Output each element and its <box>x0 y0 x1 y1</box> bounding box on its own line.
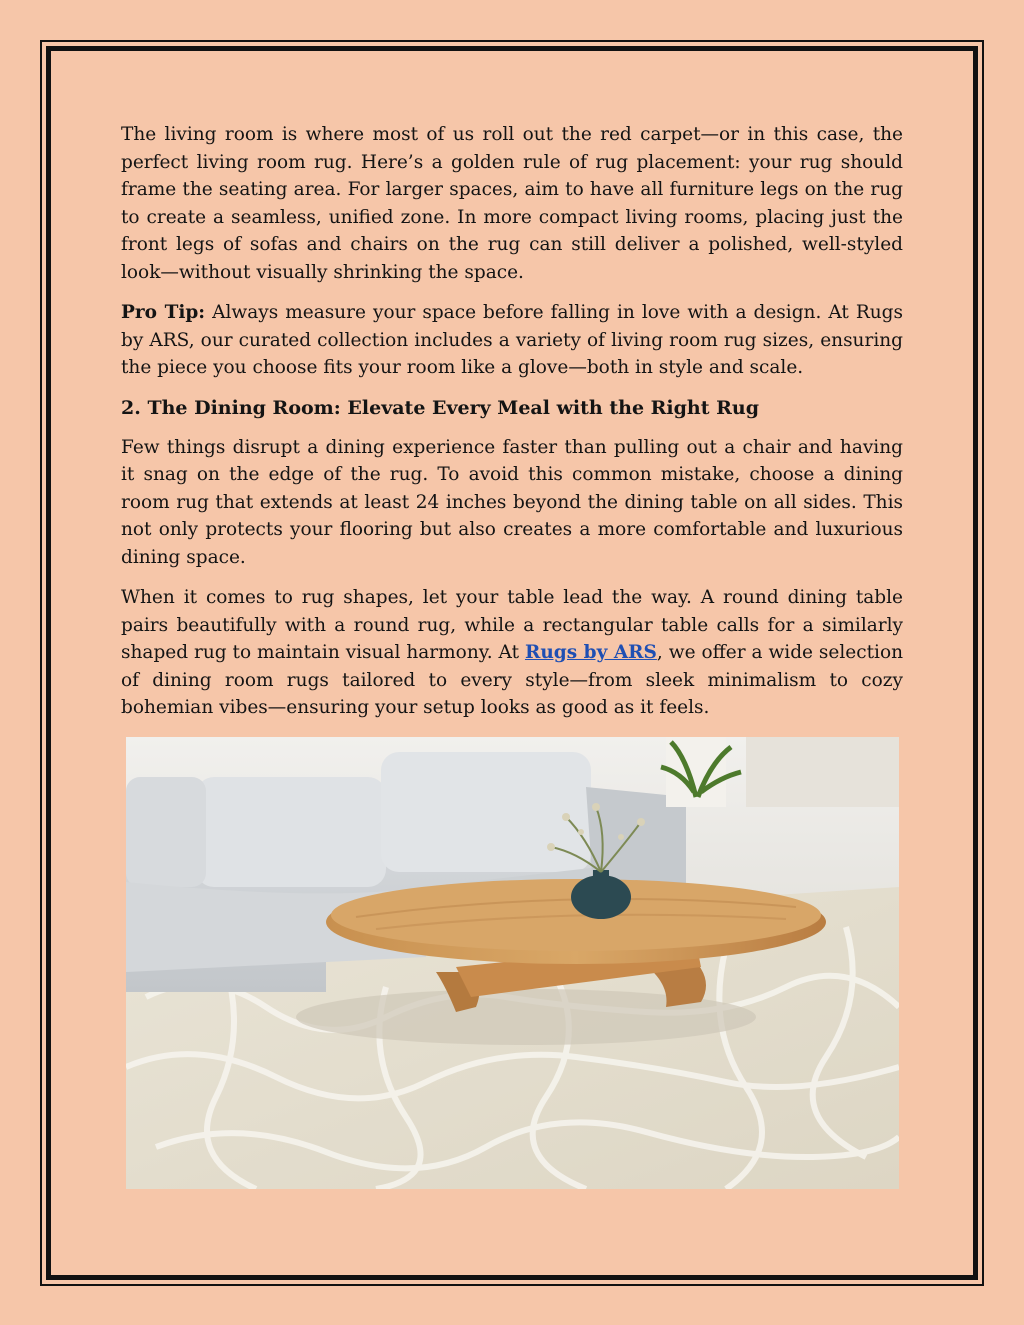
pro-tip-text: Always measure your space before falling in love with a design. At Rugs by ARS, our curated collection includes a variety of living room rug sizes, ensuring the piece you choose fits your room like a glove—both in style and scale. <box>121 302 904 378</box>
article-body <box>121 121 903 735</box>
rug-shapes-text-before: When it comes to rug shapes, let your table lead the way. A round dining table pairs beautifully with a round rug, while a rectangular table calls for a similarly shaped rug to maintain visual harmony. At <box>121 587 903 663</box>
rug-shapes-text-after: , we offer a wide selection of dining room rugs tailored to every style—from sleek minimalism to cozy bohemian vibes—ensuring your setup looks as good as it feels. <box>121 642 903 718</box>
rugs-by-ars-link[interactable]: Rugs by ARS <box>524 642 657 663</box>
paragraph-living-room: The living room is where most of us roll out the red carpet—or in this case, the perfect living room rug. Here’s a golden rule of rug placement: your rug should frame the seating area. For larger spaces, aim to have all furniture legs on the rug to create a seamless, unified zone. In more compact living rooms, placing just the front legs of sofas and chairs on the rug can still deliver a polished, well-styled look—without visually shrinking the space. <box>121 124 903 283</box>
paragraph-rug-shapes <box>121 584 903 722</box>
section-heading-dining-room: 2. The Dining Room: Elevate Every Meal with the Right Rug <box>121 396 760 419</box>
living-room-rug-photo <box>126 737 899 1189</box>
pro-tip-label: Pro Tip: <box>121 302 206 323</box>
paragraph-dining-room: Few things disrupt a dining experience faster than pulling out a chair and having it snag on the edge of the rug. To avoid this common mistake, choose a dining room rug that extends at least 24 inches beyond the dining table on all sides. This not only protects your flooring but also creates a more comfortable and luxurious dining space. <box>121 436 903 568</box>
paragraph-pro-tip <box>121 299 903 382</box>
stone-wall-panel <box>746 737 899 807</box>
